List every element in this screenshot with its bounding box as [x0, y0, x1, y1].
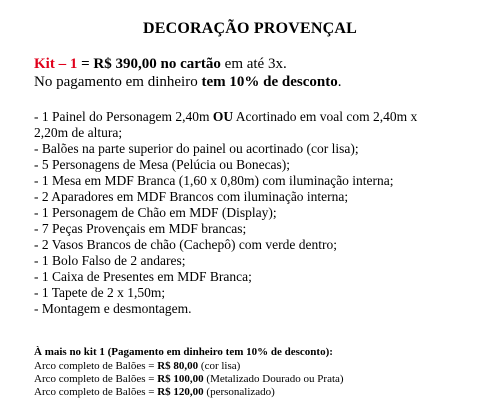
extra-price: R$ 80,00: [157, 360, 199, 372]
item-text: - 1 Bolo Falso de 2 andares;: [34, 253, 186, 268]
kit-price: R$ 390,00 no cartão: [93, 56, 221, 72]
item-text: - 5 Personagens de Mesa (Pelúcia ou Bonecas);: [34, 157, 291, 172]
list-item: [34, 141, 454, 157]
item-text: - 1 Mesa em MDF Branca (1,60 x 0,80m) com iluminação interna;: [34, 173, 394, 188]
extra-note: (personalizado): [203, 386, 275, 398]
list-item: [34, 285, 454, 301]
kit-installments: em até 3x.: [220, 56, 287, 72]
item-text: - 2 Aparadores em MDF Brancos com iluminação interna;: [34, 189, 349, 204]
extra-row: [34, 373, 344, 386]
document-title: DECORAÇÃO PROVENÇAL: [142, 20, 358, 37]
payment-suffix: .: [337, 74, 342, 90]
extra-label: Arco completo de Balões =: [34, 386, 158, 398]
list-item: [34, 205, 454, 221]
item-text: - Balões na parte superior do painel ou acortinado (cor lisa);: [34, 141, 359, 156]
extra-price: R$ 120,00: [157, 386, 204, 398]
kit-items-list: [34, 109, 454, 317]
item-text: - 1 Personagem de Chão em MDF (Display);: [34, 205, 277, 220]
extra-label: Arco completo de Balões =: [34, 373, 158, 385]
extras-heading: À mais no kit 1 (Pagamento em dinheiro tem 10% de desconto):: [34, 346, 333, 358]
item-text: - 1 Caixa de Presentes em MDF Branca;: [34, 269, 252, 284]
list-item: [34, 189, 454, 205]
extra-row: [34, 386, 344, 399]
kit-name: Kit – 1: [34, 56, 78, 72]
item-text: - 1 Painel do Personagem 2,40m: [34, 109, 213, 124]
extra-note: (cor lisa): [198, 360, 241, 372]
list-item: [34, 301, 454, 317]
extra-price: R$ 100,00: [157, 373, 204, 385]
kit-equals: =: [77, 56, 94, 72]
item-text: - 2 Vasos Brancos de chão (Cachepô) com verde dentro;: [34, 237, 338, 252]
item-text: - Montagem e desmontagem.: [34, 301, 192, 316]
extras-list: [34, 360, 344, 399]
cash-payment-line: [34, 74, 341, 91]
item-text: - 7 Peças Provençais em MDF brancas;: [34, 221, 247, 236]
kit-price-line: [34, 56, 287, 73]
list-item: [34, 253, 454, 269]
extra-row: [34, 360, 344, 373]
list-item: [34, 237, 454, 253]
item-text-cont: Acortinado em voal com 2,40m x 2,20m de altura;: [34, 109, 418, 140]
list-item: [34, 109, 454, 141]
item-emphasis: OU: [212, 109, 234, 124]
list-item: [34, 173, 454, 189]
payment-prefix: No pagamento em dinheiro: [34, 74, 202, 90]
item-text: - 1 Tapete de 2 x 1,50m;: [34, 285, 166, 300]
list-item: [34, 157, 454, 173]
extra-note: (Metalizado Dourado ou Prata): [203, 373, 344, 385]
list-item: [34, 269, 454, 285]
list-item: [34, 221, 454, 237]
payment-discount: tem 10% de desconto: [201, 74, 338, 90]
extra-label: Arco completo de Balões =: [34, 360, 158, 372]
